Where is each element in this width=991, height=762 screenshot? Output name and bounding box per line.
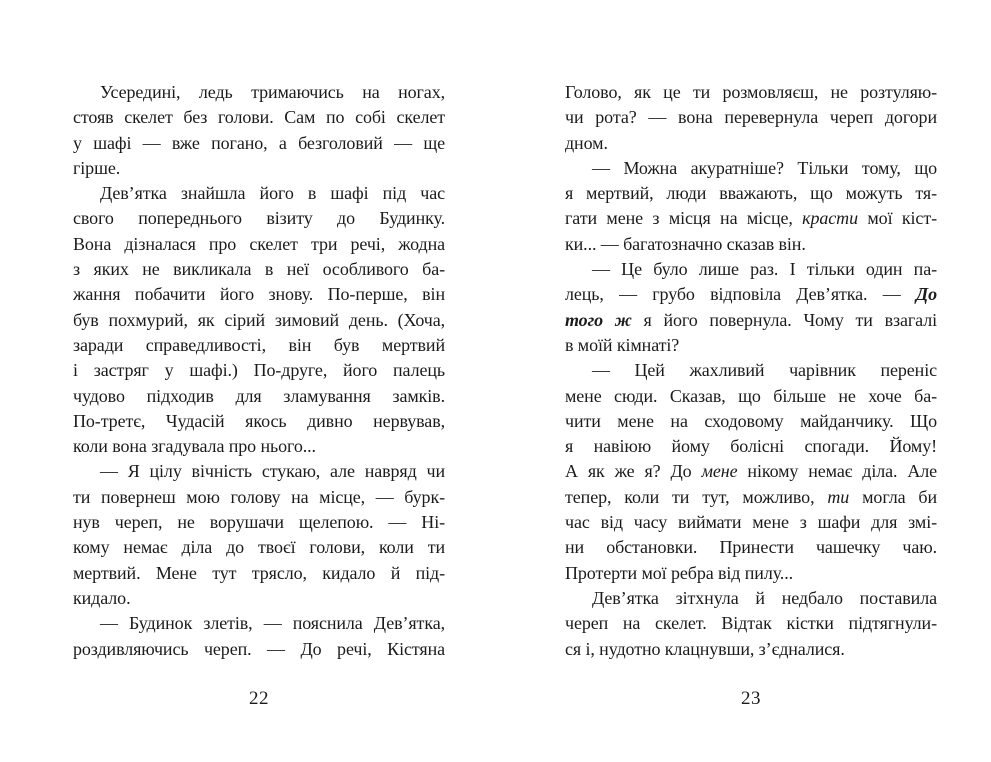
text-line: гірше.: [73, 157, 121, 178]
text-line: роздивляючись череп. — До речі, Кістяна: [73, 638, 445, 659]
text-line: кому немає діла до твоєї голови, коли ти: [73, 537, 445, 558]
text-line: мертвий. Мене тут трясло, кидало й під-: [73, 562, 445, 583]
right-page-text: [565, 80, 937, 662]
left-page-number: 22: [249, 688, 269, 709]
text-line: кидало.: [73, 587, 131, 608]
text-line: Голово, як це ти розмовляєш, не розтуляю-: [565, 82, 937, 102]
text-line: я навіюю йому болісні спогади. Йому!: [565, 436, 937, 457]
text-line: чити мене на сходовому майданчику. Що: [565, 410, 937, 431]
left-page: [73, 80, 445, 740]
text-line: я мертвий, люди вважають, що можуть тя-: [565, 183, 937, 204]
text-line: лець, — грубо відповіла Дев’ятка. — До: [565, 284, 937, 305]
text-line: мене сюди. Сказав, що більше не хоче ба-: [565, 385, 937, 406]
text-line: — Це було лише раз. І тільки один па-: [592, 259, 937, 280]
text-line: А як же я? До мене нікому немає діла. Але: [565, 461, 938, 482]
text-line: в моїй кімнаті?: [565, 334, 680, 355]
text-line: коли вона згадувала про нього...: [73, 436, 316, 457]
text-line: — Я цілу вічність стукаю, але навряд чи: [100, 461, 445, 482]
text-line: свого попереднього візиту до Будинку.: [73, 208, 445, 229]
text-line: ся і, нудотно клацнувши, з’єдналися.: [565, 638, 845, 659]
text-line: череп на скелет. Відтак кістки підтягнули-: [565, 613, 937, 634]
left-page-text: [73, 80, 445, 662]
text-line: Дев’ятка знайшла його в шафі під час: [100, 183, 445, 204]
right-page-number: 23: [741, 688, 761, 709]
text-line: був похмурий, як сірий зимовий день. (Хоча,: [73, 309, 445, 330]
text-line: ни обстановки. Принести чашечку чаю.: [565, 537, 937, 558]
text-line: По-третє, Чудасій якось дивно нервував,: [73, 410, 445, 431]
text-line: ки... — багатозначно сказав він.: [565, 233, 806, 254]
text-line: дном.: [565, 132, 608, 153]
text-line: — Цей жахливий чарівник переніс: [592, 360, 937, 381]
text-line: Усередині, ледь тримаючись на ногах,: [100, 82, 445, 102]
right-page: [565, 80, 937, 740]
text-line: гати мене з місця на місце, красти мої кіст-: [565, 208, 937, 229]
text-line: час від часу виймати мене з шафи для змі-: [565, 512, 937, 533]
text-line: того ж я його повернула. Чому ти взагалі: [565, 309, 937, 330]
text-line: чи рота? — вона перевернула череп догори: [565, 107, 937, 128]
text-line: з яких не викликала в неї особливого ба-: [73, 259, 445, 280]
text-line: — Будинок злетів, — пояснила Дев’ятка,: [100, 613, 445, 634]
text-line: ти повернеш мою голову на місце, — бурк-: [73, 486, 445, 507]
text-line: тепер, коли ти тут, можливо, ти могла би: [565, 486, 937, 507]
text-line: чудово підходив для зламування замків.: [73, 385, 445, 406]
text-line: стояв скелет без голови. Сам по собі скелет: [73, 107, 445, 128]
text-line: Протерти мої ребра від пилу...: [565, 562, 794, 583]
text-line: жання побачити його знову. По-перше, він: [73, 284, 445, 305]
text-line: і застряг у шафі.) По-друге, його палець: [73, 360, 445, 381]
text-line: заради справедливості, він був мертвий: [73, 334, 445, 355]
text-line: у шафі — вже погано, а безголовий — ще: [73, 132, 445, 153]
text-line: Дев’ятка зітхнула й недбало поставила: [592, 587, 937, 608]
text-line: — Можна акуратніше? Тільки тому, що: [592, 157, 937, 178]
text-line: нув череп, не ворушачи щелепою. — Ні-: [73, 512, 445, 533]
text-line: Вона дізналася про скелет три речі, жодна: [73, 233, 445, 254]
